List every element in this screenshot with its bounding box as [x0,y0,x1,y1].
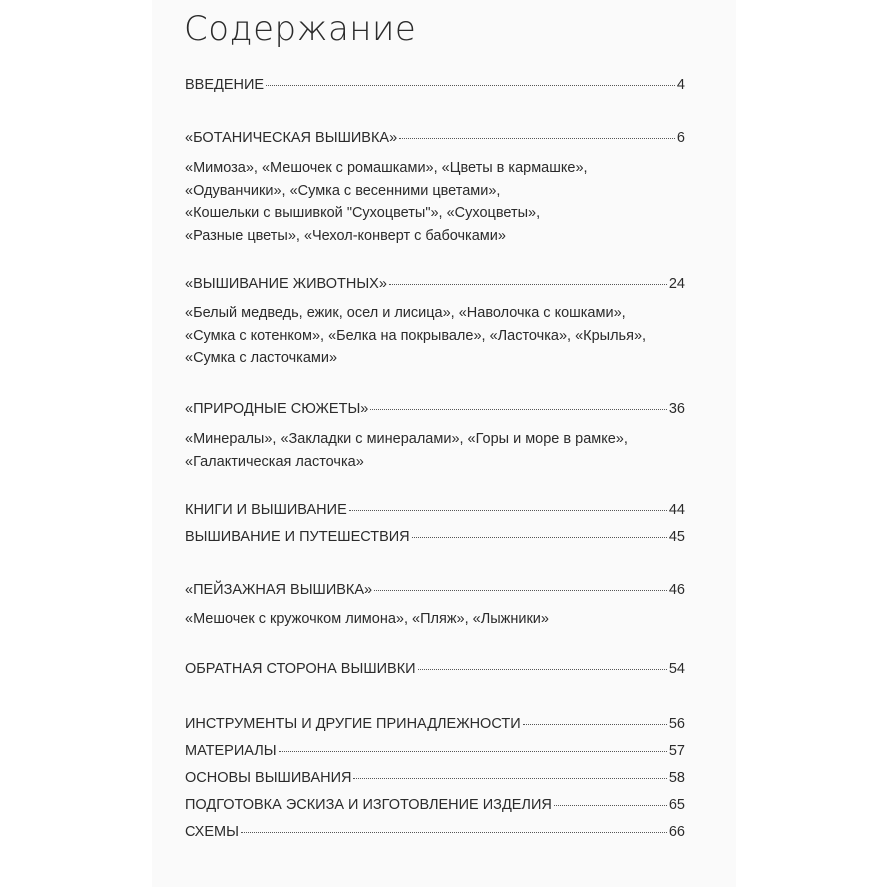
dot-leader [279,751,667,752]
dot-leader [353,778,666,779]
toc-entry-label: ВВЕДЕНИЕ [185,77,265,93]
toc-entry-tools [185,716,685,738]
toc-entry-label: СХЕМЫ [185,824,239,840]
dot-leader [418,669,667,670]
dot-leader [399,138,675,139]
toc-entry-label: ПОДГОТОВКА ЭСКИЗА И ИЗГОТОВЛЕНИЕ ИЗДЕЛИЯ [185,797,552,813]
toc-entry-label: «ВЫШИВАНИЕ ЖИВОТНЫХ» [185,276,387,292]
toc-entry-label: МАТЕРИАЛЫ [185,743,277,759]
description-line: «Мешочек с кружочком лимона», «Пляж», «Лыжники» [185,611,549,627]
toc-entry-label: ВЫШИВАНИЕ И ПУТЕШЕСТВИЯ [185,529,410,545]
toc-entry-label: ОБРАТНАЯ СТОРОНА ВЫШИВКИ [185,661,416,677]
toc-entry-label: ИНСТРУМЕНТЫ И ДРУГИЕ ПРИНАДЛЕЖНОСТИ [185,716,521,732]
dot-leader [241,832,667,833]
toc-entry-label: ОСНОВЫ ВЫШИВАНИЯ [185,770,352,786]
dot-leader [523,724,667,725]
toc-entry-page: 45 [668,529,685,545]
dot-leader [389,284,667,285]
toc-entry-label: «ПЕЙЗАЖНАЯ ВЫШИВКА» [185,582,373,598]
toc-entry-label: КНИГИ И ВЫШИВАНИЕ [185,502,347,518]
toc-entry-description [185,428,685,473]
description-line: «Сумка с котенком», «Белка на покрывале», «Ласточка», «Крылья», [185,327,647,344]
toc-entry-basics [185,770,685,792]
toc-entry-page: 65 [668,797,685,813]
toc-entry-description [185,157,685,247]
description-line: «Кошельки с вышивкой "Сухоцветы"», «Сухоцветы», [185,205,541,221]
toc-entry-books [185,502,685,524]
toc-entry-animals [185,276,685,298]
description-line: «Одуванчики», «Сумка с весенними цветами», [185,182,501,199]
dot-leader [370,409,667,410]
dot-leader [349,510,667,511]
description-line: «Белый медведь, ежик, осел и лисица», «Наволочка с кошками», [185,305,626,321]
toc-entry-travel [185,529,685,551]
page-title: Содержание [184,9,417,49]
description-line: «Мимоза», «Мешочек с ромашками», «Цветы в кармашке», [185,160,588,176]
description-line: «Сумка с ласточками» [185,350,338,366]
toc-entry-page: 66 [668,824,685,840]
toc-entry-label: «ПРИРОДНЫЕ СЮЖЕТЫ» [185,401,369,417]
description-line: «Минералы», «Закладки с минералами», «Горы и море в рамке», [185,431,628,447]
toc-entry-botanical [185,130,685,152]
toc-entry-page: 24 [668,276,685,292]
toc-entry-introduction [185,77,685,99]
dot-leader [554,805,667,806]
dot-leader [374,590,667,591]
toc-entry-landscape [185,582,685,604]
toc-entry-description [185,608,685,631]
toc-entry-page: 36 [668,401,685,417]
toc-entry-schemes [185,824,685,846]
toc-entry-description [185,302,685,370]
toc-entry-page: 4 [676,77,685,93]
toc-entry-page: 54 [668,661,685,677]
dot-leader [266,85,675,86]
toc-entry-sketch [185,797,685,819]
toc-entry-page: 56 [668,716,685,732]
toc-entry-nature [185,401,685,423]
toc-entry-materials [185,743,685,765]
toc-entry-label: «БОТАНИЧЕСКАЯ ВЫШИВКА» [185,130,398,146]
toc-entry-page: 6 [676,130,685,146]
toc-entry-reverse-side [185,661,685,683]
toc-entry-page: 46 [668,582,685,598]
toc-entry-page: 57 [668,743,685,759]
dot-leader [412,537,667,538]
description-line: «Разные цветы», «Чехол-конверт с бабочками» [185,227,506,244]
description-line: «Галактическая ласточка» [185,453,364,470]
toc-entry-page: 58 [668,770,685,786]
toc-entry-page: 44 [668,502,685,518]
